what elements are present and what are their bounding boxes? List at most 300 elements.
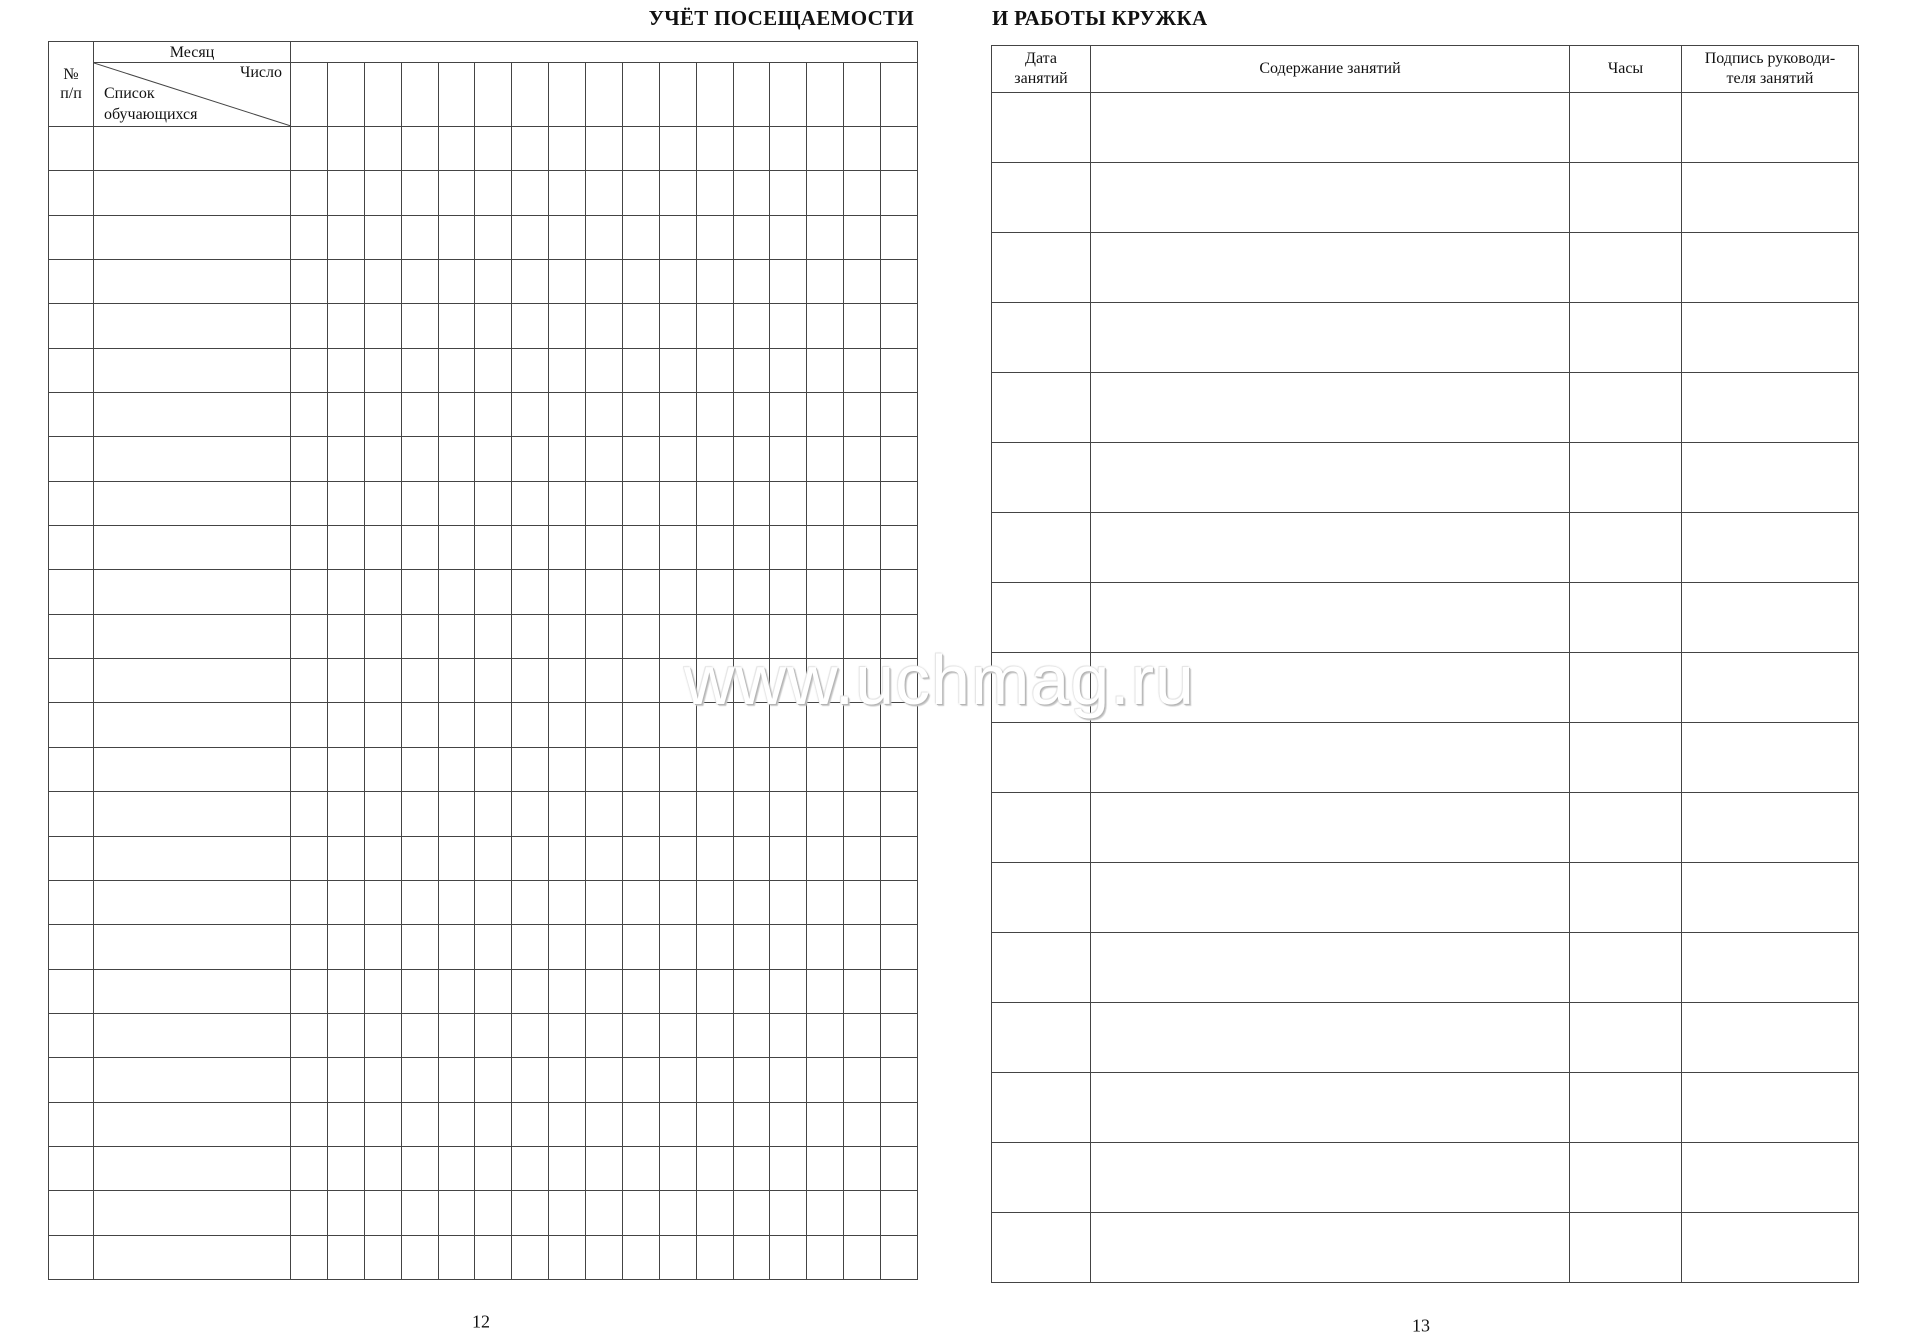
- attendance-mark-cell[interactable]: [770, 481, 807, 525]
- attendance-mark-cell[interactable]: [512, 393, 549, 437]
- row-number-cell[interactable]: [49, 570, 94, 614]
- attendance-mark-cell[interactable]: [586, 792, 623, 836]
- date-cell[interactable]: [992, 373, 1091, 443]
- attendance-mark-cell[interactable]: [438, 127, 475, 171]
- row-number-cell[interactable]: [49, 1058, 94, 1102]
- attendance-mark-cell[interactable]: [733, 481, 770, 525]
- attendance-mark-cell[interactable]: [696, 747, 733, 791]
- attendance-mark-cell[interactable]: [438, 1191, 475, 1235]
- attendance-mark-cell[interactable]: [807, 304, 844, 348]
- attendance-mark-cell[interactable]: [807, 747, 844, 791]
- attendance-mark-cell[interactable]: [844, 481, 881, 525]
- attendance-mark-cell[interactable]: [881, 969, 918, 1013]
- attendance-mark-cell[interactable]: [659, 348, 696, 392]
- attendance-mark-cell[interactable]: [401, 969, 438, 1013]
- attendance-mark-cell[interactable]: [291, 481, 328, 525]
- attendance-mark-cell[interactable]: [512, 481, 549, 525]
- attendance-mark-cell[interactable]: [844, 304, 881, 348]
- row-number-cell[interactable]: [49, 1235, 94, 1279]
- attendance-mark-cell[interactable]: [401, 437, 438, 481]
- student-name-cell[interactable]: [94, 260, 291, 304]
- row-number-cell[interactable]: [49, 703, 94, 747]
- student-name-cell[interactable]: [94, 836, 291, 880]
- attendance-mark-cell[interactable]: [475, 880, 512, 924]
- row-number-cell[interactable]: [49, 171, 94, 215]
- attendance-mark-cell[interactable]: [881, 127, 918, 171]
- attendance-mark-cell[interactable]: [696, 526, 733, 570]
- attendance-mark-cell[interactable]: [770, 792, 807, 836]
- attendance-mark-cell[interactable]: [291, 792, 328, 836]
- attendance-mark-cell[interactable]: [586, 393, 623, 437]
- attendance-mark-cell[interactable]: [438, 481, 475, 525]
- attendance-mark-cell[interactable]: [512, 348, 549, 392]
- attendance-mark-cell[interactable]: [549, 792, 586, 836]
- attendance-mark-cell[interactable]: [438, 171, 475, 215]
- attendance-mark-cell[interactable]: [438, 836, 475, 880]
- day-number-cell[interactable]: [696, 63, 733, 127]
- attendance-mark-cell[interactable]: [291, 1102, 328, 1146]
- attendance-mark-cell[interactable]: [291, 171, 328, 215]
- attendance-mark-cell[interactable]: [586, 703, 623, 747]
- attendance-mark-cell[interactable]: [586, 925, 623, 969]
- attendance-mark-cell[interactable]: [475, 1013, 512, 1057]
- attendance-mark-cell[interactable]: [807, 481, 844, 525]
- attendance-mark-cell[interactable]: [475, 481, 512, 525]
- attendance-mark-cell[interactable]: [512, 437, 549, 481]
- signature-cell[interactable]: [1682, 1213, 1859, 1283]
- attendance-mark-cell[interactable]: [733, 1058, 770, 1102]
- attendance-mark-cell[interactable]: [586, 304, 623, 348]
- attendance-mark-cell[interactable]: [622, 836, 659, 880]
- attendance-mark-cell[interactable]: [401, 1013, 438, 1057]
- attendance-mark-cell[interactable]: [586, 348, 623, 392]
- attendance-mark-cell[interactable]: [549, 304, 586, 348]
- attendance-mark-cell[interactable]: [475, 260, 512, 304]
- attendance-mark-cell[interactable]: [364, 437, 401, 481]
- attendance-mark-cell[interactable]: [622, 1235, 659, 1279]
- attendance-mark-cell[interactable]: [586, 880, 623, 924]
- date-cell[interactable]: [992, 933, 1091, 1003]
- attendance-mark-cell[interactable]: [696, 393, 733, 437]
- attendance-mark-cell[interactable]: [622, 304, 659, 348]
- attendance-mark-cell[interactable]: [733, 836, 770, 880]
- row-number-cell[interactable]: [49, 1146, 94, 1190]
- attendance-mark-cell[interactable]: [844, 127, 881, 171]
- attendance-mark-cell[interactable]: [622, 1058, 659, 1102]
- attendance-mark-cell[interactable]: [438, 393, 475, 437]
- attendance-mark-cell[interactable]: [549, 969, 586, 1013]
- attendance-mark-cell[interactable]: [770, 260, 807, 304]
- attendance-mark-cell[interactable]: [401, 880, 438, 924]
- attendance-mark-cell[interactable]: [549, 171, 586, 215]
- attendance-mark-cell[interactable]: [770, 1191, 807, 1235]
- attendance-mark-cell[interactable]: [807, 393, 844, 437]
- attendance-mark-cell[interactable]: [291, 1235, 328, 1279]
- attendance-mark-cell[interactable]: [549, 481, 586, 525]
- attendance-mark-cell[interactable]: [807, 969, 844, 1013]
- hours-cell[interactable]: [1570, 443, 1682, 513]
- attendance-mark-cell[interactable]: [549, 1058, 586, 1102]
- attendance-mark-cell[interactable]: [475, 1102, 512, 1146]
- signature-cell[interactable]: [1682, 1003, 1859, 1073]
- row-number-cell[interactable]: [49, 526, 94, 570]
- attendance-mark-cell[interactable]: [364, 393, 401, 437]
- hours-cell[interactable]: [1570, 1213, 1682, 1283]
- attendance-mark-cell[interactable]: [291, 880, 328, 924]
- attendance-mark-cell[interactable]: [844, 171, 881, 215]
- date-cell[interactable]: [992, 1143, 1091, 1213]
- student-name-cell[interactable]: [94, 703, 291, 747]
- attendance-mark-cell[interactable]: [770, 570, 807, 614]
- attendance-mark-cell[interactable]: [659, 215, 696, 259]
- attendance-mark-cell[interactable]: [364, 215, 401, 259]
- date-cell[interactable]: [992, 1073, 1091, 1143]
- attendance-mark-cell[interactable]: [327, 570, 364, 614]
- attendance-mark-cell[interactable]: [881, 1058, 918, 1102]
- attendance-mark-cell[interactable]: [327, 1058, 364, 1102]
- signature-cell[interactable]: [1682, 863, 1859, 933]
- hours-cell[interactable]: [1570, 1073, 1682, 1143]
- student-name-cell[interactable]: [94, 1102, 291, 1146]
- attendance-mark-cell[interactable]: [475, 703, 512, 747]
- attendance-mark-cell[interactable]: [364, 570, 401, 614]
- attendance-mark-cell[interactable]: [622, 127, 659, 171]
- attendance-mark-cell[interactable]: [512, 880, 549, 924]
- attendance-mark-cell[interactable]: [401, 925, 438, 969]
- student-name-cell[interactable]: [94, 393, 291, 437]
- attendance-mark-cell[interactable]: [622, 526, 659, 570]
- attendance-mark-cell[interactable]: [364, 1102, 401, 1146]
- attendance-mark-cell[interactable]: [733, 1102, 770, 1146]
- day-number-cell[interactable]: [291, 63, 328, 127]
- attendance-mark-cell[interactable]: [364, 925, 401, 969]
- attendance-mark-cell[interactable]: [881, 526, 918, 570]
- attendance-mark-cell[interactable]: [291, 526, 328, 570]
- attendance-mark-cell[interactable]: [622, 969, 659, 1013]
- attendance-mark-cell[interactable]: [364, 880, 401, 924]
- attendance-mark-cell[interactable]: [512, 1102, 549, 1146]
- attendance-mark-cell[interactable]: [733, 925, 770, 969]
- attendance-mark-cell[interactable]: [438, 969, 475, 1013]
- attendance-mark-cell[interactable]: [696, 1191, 733, 1235]
- attendance-mark-cell[interactable]: [733, 969, 770, 1013]
- day-number-cell[interactable]: [622, 63, 659, 127]
- attendance-mark-cell[interactable]: [844, 1102, 881, 1146]
- signature-cell[interactable]: [1682, 933, 1859, 1003]
- student-name-cell[interactable]: [94, 1235, 291, 1279]
- attendance-mark-cell[interactable]: [844, 1013, 881, 1057]
- row-number-cell[interactable]: [49, 304, 94, 348]
- attendance-mark-cell[interactable]: [291, 304, 328, 348]
- day-number-cell[interactable]: [327, 63, 364, 127]
- attendance-mark-cell[interactable]: [622, 570, 659, 614]
- attendance-mark-cell[interactable]: [291, 703, 328, 747]
- attendance-mark-cell[interactable]: [659, 481, 696, 525]
- date-cell[interactable]: [992, 163, 1091, 233]
- day-number-cell[interactable]: [586, 63, 623, 127]
- attendance-mark-cell[interactable]: [844, 1235, 881, 1279]
- attendance-mark-cell[interactable]: [549, 1235, 586, 1279]
- row-number-cell[interactable]: [49, 481, 94, 525]
- attendance-mark-cell[interactable]: [696, 1102, 733, 1146]
- attendance-mark-cell[interactable]: [622, 437, 659, 481]
- attendance-mark-cell[interactable]: [586, 215, 623, 259]
- day-number-cell[interactable]: [364, 63, 401, 127]
- row-number-cell[interactable]: [49, 260, 94, 304]
- attendance-mark-cell[interactable]: [659, 304, 696, 348]
- attendance-mark-cell[interactable]: [401, 1058, 438, 1102]
- attendance-mark-cell[interactable]: [622, 747, 659, 791]
- attendance-mark-cell[interactable]: [881, 880, 918, 924]
- attendance-mark-cell[interactable]: [327, 127, 364, 171]
- attendance-mark-cell[interactable]: [844, 1146, 881, 1190]
- attendance-mark-cell[interactable]: [586, 747, 623, 791]
- content-cell[interactable]: [1091, 863, 1570, 933]
- content-cell[interactable]: [1091, 933, 1570, 1003]
- attendance-mark-cell[interactable]: [881, 792, 918, 836]
- attendance-mark-cell[interactable]: [696, 792, 733, 836]
- attendance-mark-cell[interactable]: [364, 747, 401, 791]
- attendance-mark-cell[interactable]: [549, 1102, 586, 1146]
- attendance-mark-cell[interactable]: [291, 747, 328, 791]
- attendance-mark-cell[interactable]: [807, 792, 844, 836]
- attendance-mark-cell[interactable]: [586, 570, 623, 614]
- attendance-mark-cell[interactable]: [291, 570, 328, 614]
- attendance-mark-cell[interactable]: [549, 348, 586, 392]
- date-cell[interactable]: [992, 93, 1091, 163]
- attendance-mark-cell[interactable]: [770, 393, 807, 437]
- signature-cell[interactable]: [1682, 1143, 1859, 1213]
- attendance-mark-cell[interactable]: [659, 171, 696, 215]
- attendance-mark-cell[interactable]: [733, 1013, 770, 1057]
- attendance-mark-cell[interactable]: [844, 260, 881, 304]
- attendance-mark-cell[interactable]: [549, 747, 586, 791]
- attendance-mark-cell[interactable]: [586, 1058, 623, 1102]
- attendance-mark-cell[interactable]: [512, 171, 549, 215]
- row-number-cell[interactable]: [49, 1013, 94, 1057]
- attendance-mark-cell[interactable]: [549, 570, 586, 614]
- row-number-cell[interactable]: [49, 836, 94, 880]
- attendance-mark-cell[interactable]: [733, 260, 770, 304]
- day-number-cell[interactable]: [438, 63, 475, 127]
- attendance-mark-cell[interactable]: [291, 260, 328, 304]
- attendance-mark-cell[interactable]: [512, 1235, 549, 1279]
- signature-cell[interactable]: [1682, 513, 1859, 583]
- attendance-mark-cell[interactable]: [291, 1146, 328, 1190]
- date-cell[interactable]: [992, 443, 1091, 513]
- attendance-mark-cell[interactable]: [364, 1235, 401, 1279]
- attendance-mark-cell[interactable]: [696, 171, 733, 215]
- attendance-mark-cell[interactable]: [844, 880, 881, 924]
- attendance-mark-cell[interactable]: [586, 437, 623, 481]
- student-name-cell[interactable]: [94, 215, 291, 259]
- attendance-mark-cell[interactable]: [881, 304, 918, 348]
- attendance-mark-cell[interactable]: [512, 1013, 549, 1057]
- attendance-mark-cell[interactable]: [844, 526, 881, 570]
- attendance-mark-cell[interactable]: [401, 393, 438, 437]
- attendance-mark-cell[interactable]: [438, 304, 475, 348]
- attendance-mark-cell[interactable]: [327, 304, 364, 348]
- row-number-cell[interactable]: [49, 1102, 94, 1146]
- attendance-mark-cell[interactable]: [327, 925, 364, 969]
- attendance-mark-cell[interactable]: [475, 792, 512, 836]
- attendance-mark-cell[interactable]: [622, 1146, 659, 1190]
- attendance-mark-cell[interactable]: [401, 171, 438, 215]
- attendance-mark-cell[interactable]: [659, 969, 696, 1013]
- student-name-cell[interactable]: [94, 526, 291, 570]
- attendance-mark-cell[interactable]: [696, 925, 733, 969]
- day-number-cell[interactable]: [549, 63, 586, 127]
- row-number-cell[interactable]: [49, 393, 94, 437]
- attendance-mark-cell[interactable]: [807, 1146, 844, 1190]
- attendance-mark-cell[interactable]: [586, 1013, 623, 1057]
- attendance-mark-cell[interactable]: [881, 348, 918, 392]
- date-cell[interactable]: [992, 723, 1091, 793]
- content-cell[interactable]: [1091, 373, 1570, 443]
- attendance-mark-cell[interactable]: [659, 792, 696, 836]
- attendance-mark-cell[interactable]: [438, 1146, 475, 1190]
- student-name-cell[interactable]: [94, 1191, 291, 1235]
- student-name-cell[interactable]: [94, 437, 291, 481]
- hours-cell[interactable]: [1570, 653, 1682, 723]
- attendance-mark-cell[interactable]: [401, 1235, 438, 1279]
- attendance-mark-cell[interactable]: [475, 1235, 512, 1279]
- attendance-mark-cell[interactable]: [659, 260, 696, 304]
- attendance-mark-cell[interactable]: [401, 1102, 438, 1146]
- attendance-mark-cell[interactable]: [733, 1235, 770, 1279]
- attendance-mark-cell[interactable]: [622, 1102, 659, 1146]
- attendance-mark-cell[interactable]: [881, 1013, 918, 1057]
- attendance-mark-cell[interactable]: [512, 127, 549, 171]
- attendance-mark-cell[interactable]: [475, 925, 512, 969]
- attendance-mark-cell[interactable]: [807, 1013, 844, 1057]
- attendance-mark-cell[interactable]: [291, 215, 328, 259]
- attendance-mark-cell[interactable]: [327, 747, 364, 791]
- attendance-mark-cell[interactable]: [807, 127, 844, 171]
- signature-cell[interactable]: [1682, 583, 1859, 653]
- attendance-mark-cell[interactable]: [327, 792, 364, 836]
- attendance-mark-cell[interactable]: [475, 614, 512, 658]
- attendance-mark-cell[interactable]: [807, 526, 844, 570]
- attendance-mark-cell[interactable]: [364, 614, 401, 658]
- attendance-mark-cell[interactable]: [327, 836, 364, 880]
- hours-cell[interactable]: [1570, 793, 1682, 863]
- attendance-mark-cell[interactable]: [512, 304, 549, 348]
- signature-cell[interactable]: [1682, 1073, 1859, 1143]
- attendance-mark-cell[interactable]: [401, 481, 438, 525]
- attendance-mark-cell[interactable]: [327, 1146, 364, 1190]
- attendance-mark-cell[interactable]: [586, 127, 623, 171]
- attendance-mark-cell[interactable]: [770, 1058, 807, 1102]
- attendance-mark-cell[interactable]: [696, 304, 733, 348]
- attendance-mark-cell[interactable]: [512, 1058, 549, 1102]
- hours-cell[interactable]: [1570, 1003, 1682, 1073]
- attendance-mark-cell[interactable]: [733, 1146, 770, 1190]
- attendance-mark-cell[interactable]: [512, 703, 549, 747]
- attendance-mark-cell[interactable]: [770, 1013, 807, 1057]
- attendance-mark-cell[interactable]: [733, 526, 770, 570]
- attendance-mark-cell[interactable]: [438, 659, 475, 703]
- attendance-mark-cell[interactable]: [364, 1191, 401, 1235]
- attendance-mark-cell[interactable]: [475, 171, 512, 215]
- attendance-mark-cell[interactable]: [291, 659, 328, 703]
- attendance-mark-cell[interactable]: [733, 127, 770, 171]
- attendance-mark-cell[interactable]: [659, 880, 696, 924]
- attendance-mark-cell[interactable]: [807, 1058, 844, 1102]
- attendance-mark-cell[interactable]: [807, 1102, 844, 1146]
- attendance-mark-cell[interactable]: [659, 1013, 696, 1057]
- attendance-mark-cell[interactable]: [475, 1191, 512, 1235]
- attendance-mark-cell[interactable]: [364, 969, 401, 1013]
- attendance-mark-cell[interactable]: [733, 1191, 770, 1235]
- row-number-cell[interactable]: [49, 215, 94, 259]
- attendance-mark-cell[interactable]: [770, 1146, 807, 1190]
- attendance-mark-cell[interactable]: [549, 659, 586, 703]
- attendance-mark-cell[interactable]: [291, 1013, 328, 1057]
- date-cell[interactable]: [992, 1213, 1091, 1283]
- attendance-mark-cell[interactable]: [622, 260, 659, 304]
- attendance-mark-cell[interactable]: [586, 836, 623, 880]
- date-cell[interactable]: [992, 513, 1091, 583]
- attendance-mark-cell[interactable]: [327, 659, 364, 703]
- attendance-mark-cell[interactable]: [586, 526, 623, 570]
- attendance-mark-cell[interactable]: [549, 703, 586, 747]
- row-number-cell[interactable]: [49, 1191, 94, 1235]
- attendance-mark-cell[interactable]: [438, 792, 475, 836]
- attendance-mark-cell[interactable]: [622, 614, 659, 658]
- attendance-mark-cell[interactable]: [733, 304, 770, 348]
- attendance-mark-cell[interactable]: [844, 792, 881, 836]
- attendance-mark-cell[interactable]: [733, 570, 770, 614]
- attendance-mark-cell[interactable]: [364, 659, 401, 703]
- attendance-mark-cell[interactable]: [770, 437, 807, 481]
- attendance-mark-cell[interactable]: [291, 614, 328, 658]
- attendance-mark-cell[interactable]: [881, 1235, 918, 1279]
- student-name-cell[interactable]: [94, 747, 291, 791]
- attendance-mark-cell[interactable]: [512, 969, 549, 1013]
- hours-cell[interactable]: [1570, 233, 1682, 303]
- attendance-mark-cell[interactable]: [549, 393, 586, 437]
- attendance-mark-cell[interactable]: [549, 437, 586, 481]
- content-cell[interactable]: [1091, 233, 1570, 303]
- attendance-mark-cell[interactable]: [438, 703, 475, 747]
- attendance-mark-cell[interactable]: [401, 836, 438, 880]
- attendance-mark-cell[interactable]: [733, 393, 770, 437]
- attendance-mark-cell[interactable]: [438, 437, 475, 481]
- attendance-mark-cell[interactable]: [586, 1191, 623, 1235]
- signature-cell[interactable]: [1682, 233, 1859, 303]
- hours-cell[interactable]: [1570, 863, 1682, 933]
- attendance-mark-cell[interactable]: [844, 1058, 881, 1102]
- attendance-mark-cell[interactable]: [733, 348, 770, 392]
- day-number-cell[interactable]: [770, 63, 807, 127]
- day-number-cell[interactable]: [807, 63, 844, 127]
- attendance-mark-cell[interactable]: [401, 348, 438, 392]
- attendance-mark-cell[interactable]: [438, 1013, 475, 1057]
- attendance-mark-cell[interactable]: [659, 1146, 696, 1190]
- attendance-mark-cell[interactable]: [881, 437, 918, 481]
- attendance-mark-cell[interactable]: [881, 836, 918, 880]
- content-cell[interactable]: [1091, 1213, 1570, 1283]
- attendance-mark-cell[interactable]: [438, 1102, 475, 1146]
- attendance-mark-cell[interactable]: [327, 171, 364, 215]
- date-cell[interactable]: [992, 1003, 1091, 1073]
- attendance-mark-cell[interactable]: [881, 393, 918, 437]
- attendance-mark-cell[interactable]: [364, 127, 401, 171]
- attendance-mark-cell[interactable]: [807, 925, 844, 969]
- attendance-mark-cell[interactable]: [770, 747, 807, 791]
- attendance-mark-cell[interactable]: [549, 1191, 586, 1235]
